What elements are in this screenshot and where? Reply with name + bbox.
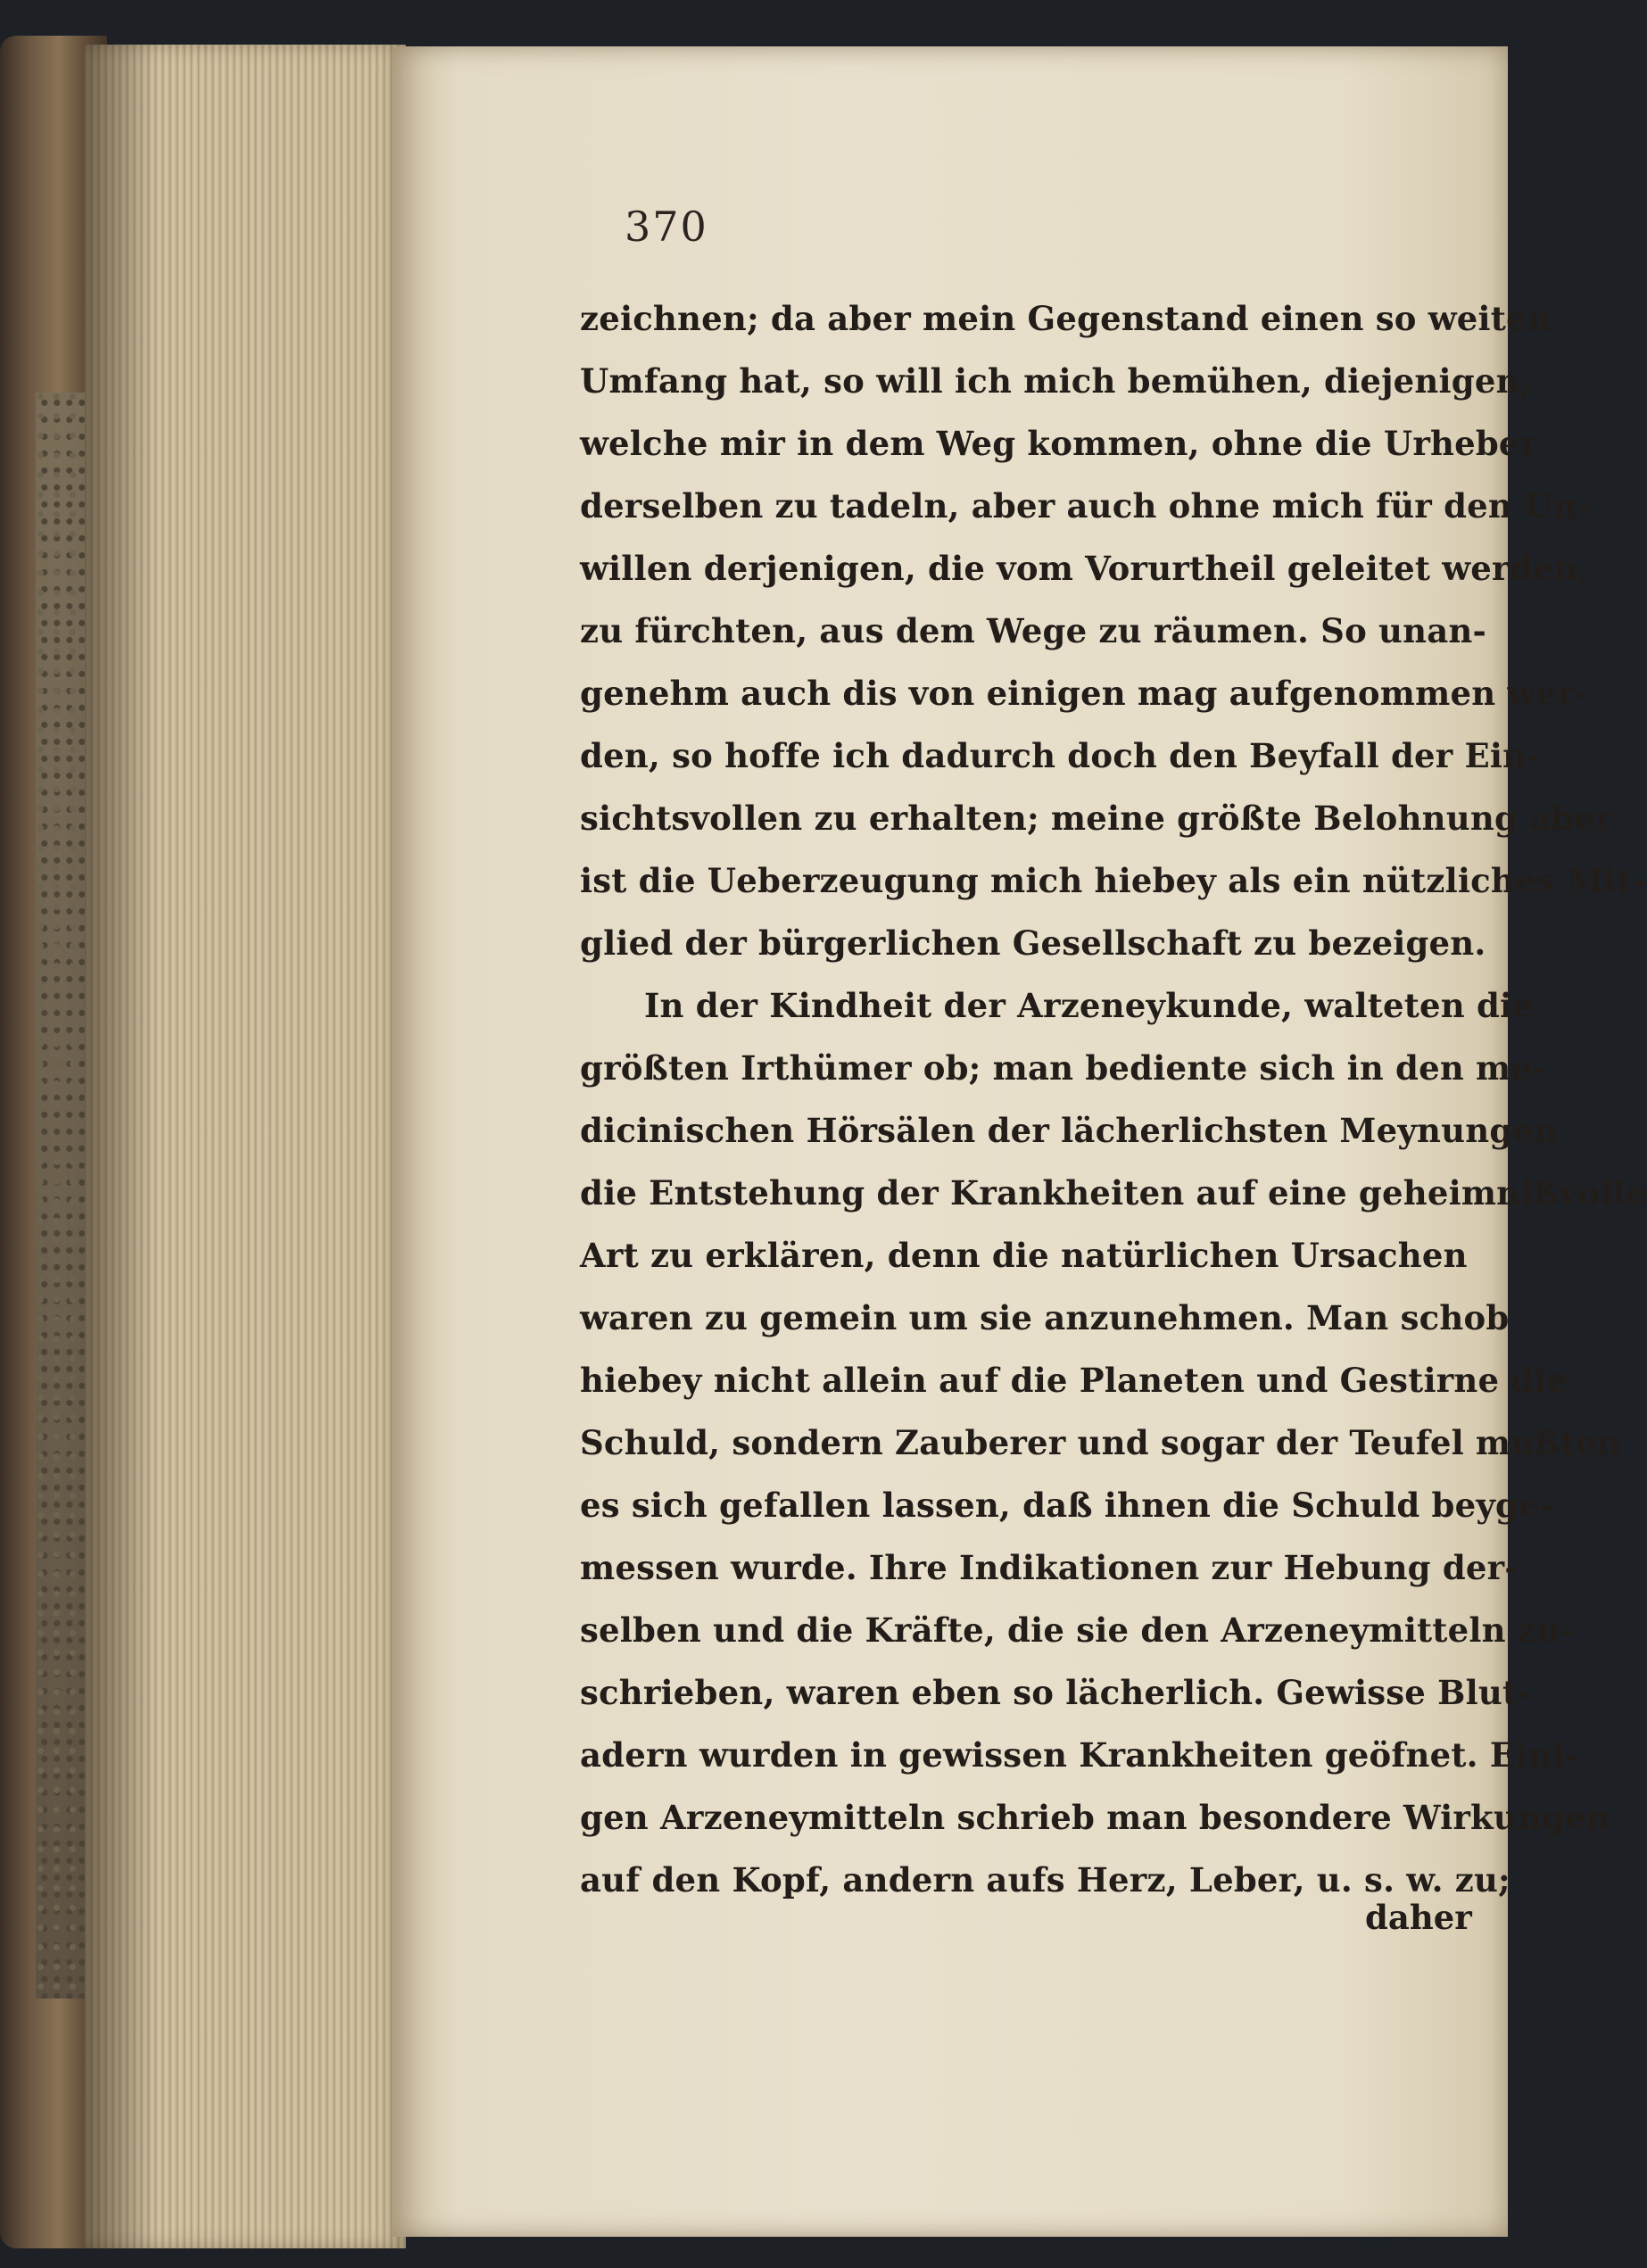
text-line: schrieben, waren eben so lächerlich. Gewisse Blut-	[580, 1673, 1532, 1712]
catchword: daher	[1365, 1898, 1472, 1937]
text-line: hiebey nicht allein auf die Planeten und Gestirne die	[580, 1361, 1568, 1400]
text-line: größten Irthümer ob; man bediente sich in den me-	[580, 1048, 1546, 1088]
text-line: sichtsvollen zu erhalten; meine größte Belohnung aber	[580, 799, 1613, 838]
text-line: derselben zu tadeln, aber auch ohne mich für den Un-	[580, 486, 1592, 526]
text-line: zu fürchten, aus dem Wege zu räumen. So unan-	[580, 611, 1487, 650]
text-line: Art zu erklären, denn die natürlichen Ursachen	[580, 1236, 1468, 1275]
text-line: adern wurden in gewissen Krankheiten geöfnet. Eini-	[580, 1735, 1579, 1775]
text-line: ist die Ueberzeugung mich hiebey als ein nützliches Mit-	[580, 861, 1646, 900]
paragraph-start-line: In der Kindheit der Arzeneykunde, walteten die	[644, 986, 1535, 1025]
page-edges-shadow	[85, 45, 156, 2248]
text-line: genehm auch dis von einigen mag aufgenommen wer-	[580, 674, 1589, 713]
text-line: die Entstehung der Krankheiten auf eine geheimnißvolle	[580, 1173, 1647, 1213]
text-line: messen wurde. Ihre Indikationen zur Hebung der-	[580, 1548, 1519, 1587]
text-line: den, so hoffe ich dadurch doch den Beyfall der Ein-	[580, 736, 1541, 775]
page-text	[580, 287, 1647, 1911]
text-line: dicinischen Hörsälen der lächerlichsten Meynungen	[580, 1111, 1559, 1150]
text-line: es sich gefallen lassen, daß ihnen die Schuld beyge-	[580, 1486, 1554, 1525]
text-line: selben und die Kräfte, die sie den Arzeneymitteln zu-	[580, 1610, 1575, 1650]
text-line: zeichnen; da aber mein Gegenstand einen so weiten	[580, 299, 1552, 338]
text-line: waren zu gemein um sie anzunehmen. Man schob	[580, 1298, 1510, 1337]
page-number: 370	[625, 203, 708, 251]
text-line: willen derjenigen, die vom Vorurtheil geleitet werden,	[580, 549, 1590, 588]
book-page	[393, 46, 1647, 2237]
text-line: welche mir in dem Weg kommen, ohne die Urheber	[580, 424, 1538, 463]
text-line: auf den Kopf, andern aufs Herz, Leber, u. s. w. zu;	[580, 1860, 1510, 1900]
text-line: Umfang hat, so will ich mich bemühen, diejenigen,	[580, 361, 1532, 401]
text-line: gen Arzeneymitteln schrieb man besondere Wirkungen	[580, 1798, 1611, 1837]
text-line: glied der bürgerlichen Gesellschaft zu bezeigen.	[580, 923, 1486, 963]
text-line: Schuld, sondern Zauberer und sogar der Teufel mußten	[580, 1423, 1621, 1462]
